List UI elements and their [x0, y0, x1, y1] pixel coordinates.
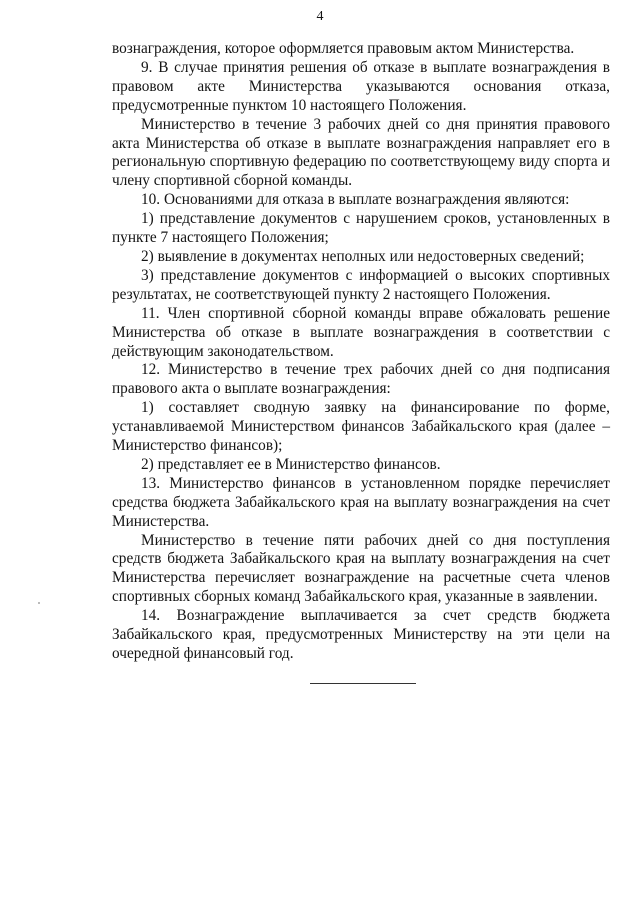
- document-body: [112, 40, 610, 664]
- paragraph-item-14: 14. Вознаграждение выплачивается за счет средств бюджета Забайкальского края, предусмотренных Министерству на эти цели на очередной финансовый год.: [112, 607, 610, 662]
- margin-mark: [38, 602, 40, 604]
- paragraph-item-10-2: 2) выявление в документах неполных или недостоверных сведений;: [141, 247, 585, 265]
- paragraph-item-10: 10. Основаниями для отказа в выплате вознаграждения являются:: [141, 191, 570, 209]
- paragraph-item-9: 9. В случае принятия решения об отказе в выплате вознаграждения в правовом акте Министерства указываются основания отказа, предусмотренные пунктом 10 настоящего Положения.: [112, 58, 610, 114]
- paragraph-item-12-1: 1) составляет сводную заявку на финансирование по форме, устанавливаемой Министерством финансов Забайкальского края (далее – Министерство финансов);: [112, 399, 610, 455]
- paragraph-continuation: вознаграждения, которое оформляется правовым актом Министерства.: [112, 40, 575, 57]
- paragraph-item-11: 11. Член спортивной сборной команды вправе обжаловать решение Министерства об отказе в выплате вознаграждения в соответствии с действующим законодательством.: [112, 304, 610, 360]
- paragraph-item-10-3: 3) представление документов с информацией о высоких спортивных результатах, не соответствующей пункту 2 настоящего Положения.: [112, 266, 610, 303]
- paragraph-item-13: 13. Министерство финансов в установленном порядке перечисляет средства бюджета Забайкальского края на выплату вознаграждения на счет Министерства.: [112, 474, 610, 530]
- paragraph-item-10-1: 1) представление документов с нарушением сроков, установленных в пункте 7 настоящего Положения;: [112, 210, 610, 247]
- paragraph-item-12-2: 2) представляет ее в Министерство финансов.: [141, 455, 441, 473]
- page-number: 4: [316, 9, 324, 24]
- paragraph-notification: Министерство в течение 3 рабочих дней со дня принятия правового акта Министерства об отказе в выплате вознаграждения направляет его в региональную спортивную федерацию по соответствующему виду спорта и члену спортивной сборной команды.: [112, 115, 610, 190]
- paragraph-item-12: 12. Министерство в течение трех рабочих дней со дня подписания правового акта о выплате вознаграждения:: [112, 361, 610, 398]
- paragraph-transfer: Министерство в течение пяти рабочих дней со дня поступления средств бюджета Забайкальского края на выплату вознаграждения на счет Министерства перечисляет вознаграждение на расчетные счета членов спортивных сборных команд Забайкальского края, указанные в заявлении.: [112, 531, 610, 606]
- closing-rule: [310, 683, 416, 684]
